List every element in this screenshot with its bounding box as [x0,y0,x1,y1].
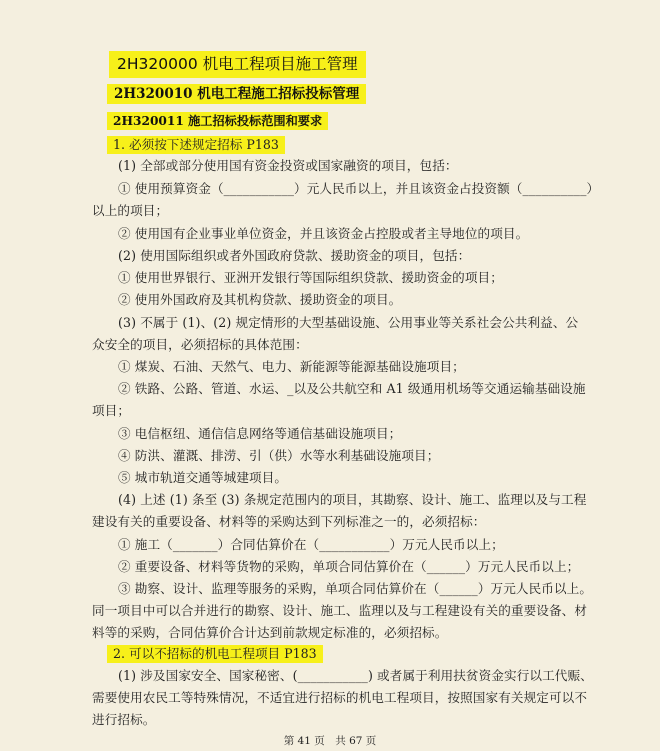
body-line: ⑤ 城市轨道交通等城建项目。 [118,470,288,485]
body-line: (3) 不属于 (1)、(2) 规定情形的大型基础设施、公用事业等关系社会公共利益、公 [118,315,579,330]
body-line: ① 使用世界银行、亚洲开发银行等国际组织贷款、援助资金的项目； [118,270,503,285]
section-heading: 2H320010 机电工程施工招标投标管理 [107,84,366,104]
body-line: (1) 涉及国家安全、国家秘密、(___________) 或者属于利用扶贫资金实行以工代赈、 [118,668,593,683]
body-line: ② 使用国有企业事业单位资金，并且该资金占控股或者主导地位的项目。 [118,226,529,241]
body-line: ① 煤炭、石油、天然气、电力、新能源等能源基础设施项目； [118,359,465,374]
body-line: ③ 电信枢纽、通信信息网络等通信基础设施项目； [118,426,402,441]
chapter-heading: 2H320000 机电工程项目施工管理 [109,51,366,78]
body-line: ② 铁路、公路、管道、水运、_以及公共航空和 A1 级通用机场等交通运输基础设施 [118,381,586,396]
body-line: 众安全的项目，必须招标的具体范围： [92,337,308,352]
body-line: ① 使用预算资金（___________）元人民币以上，并且该资金占投资额（__________） [118,181,600,196]
body-line: 项目； [92,403,131,418]
body-line: 以上的项目； [92,203,169,218]
page-footer: 第 41 页 共 67 页 [283,735,377,747]
section1-title: 1. 必须按下述规定招标 P183 [107,136,285,154]
body-line: (4) 上述 (1) 条至 (3) 条规定范围内的项目，其勘察、设计、施工、监理以及与工程 [118,492,587,507]
body-line: (2) 使用国际组织或者外国政府贷款、援助资金的项目，包括： [118,248,471,263]
body-line: 建设有关的重要设备、材料等的采购达到下列标准之一的，必须招标： [92,514,486,529]
section2-title: 2. 可以不招标的机电工程项目 P183 [107,645,323,663]
body-line: ② 重要设备、材料等货物的采购，单项合同估算价在（______）万元人民币以上； [118,559,580,574]
body-line: (1) 全部或部分使用国有资金投资或国家融资的项目，包括： [118,158,458,173]
body-line: 同一项目中可以合并进行的勘察、设计、施工、监理以及与工程建设有关的重要设备、材 [92,603,588,618]
subsection-heading: 2H320011 施工招标投标范围和要求 [107,112,328,130]
body-line: ② 使用外国政府及其机构贷款、援助资金的项目。 [118,292,402,307]
body-line: ① 施工（_______）合同估算价在（___________）万元人民币以上； [118,537,504,552]
body-line: 进行招标。 [92,712,156,727]
body-line: 需要使用农民工等特殊情况，不适宜进行招标的机电工程项目，按照国家有关规定可以不 [92,690,588,705]
body-line: ④ 防洪、灌溉、排涝、引（供）水等水利基础设施项目； [118,448,440,463]
body-line: 料等的采购，合同估算价合计达到前款规定标准的，必须招标。 [92,625,448,640]
body-line: ③ 勘察、设计、监理等服务的采购，单项合同估算价在（______）万元人民币以上。 [118,581,593,596]
